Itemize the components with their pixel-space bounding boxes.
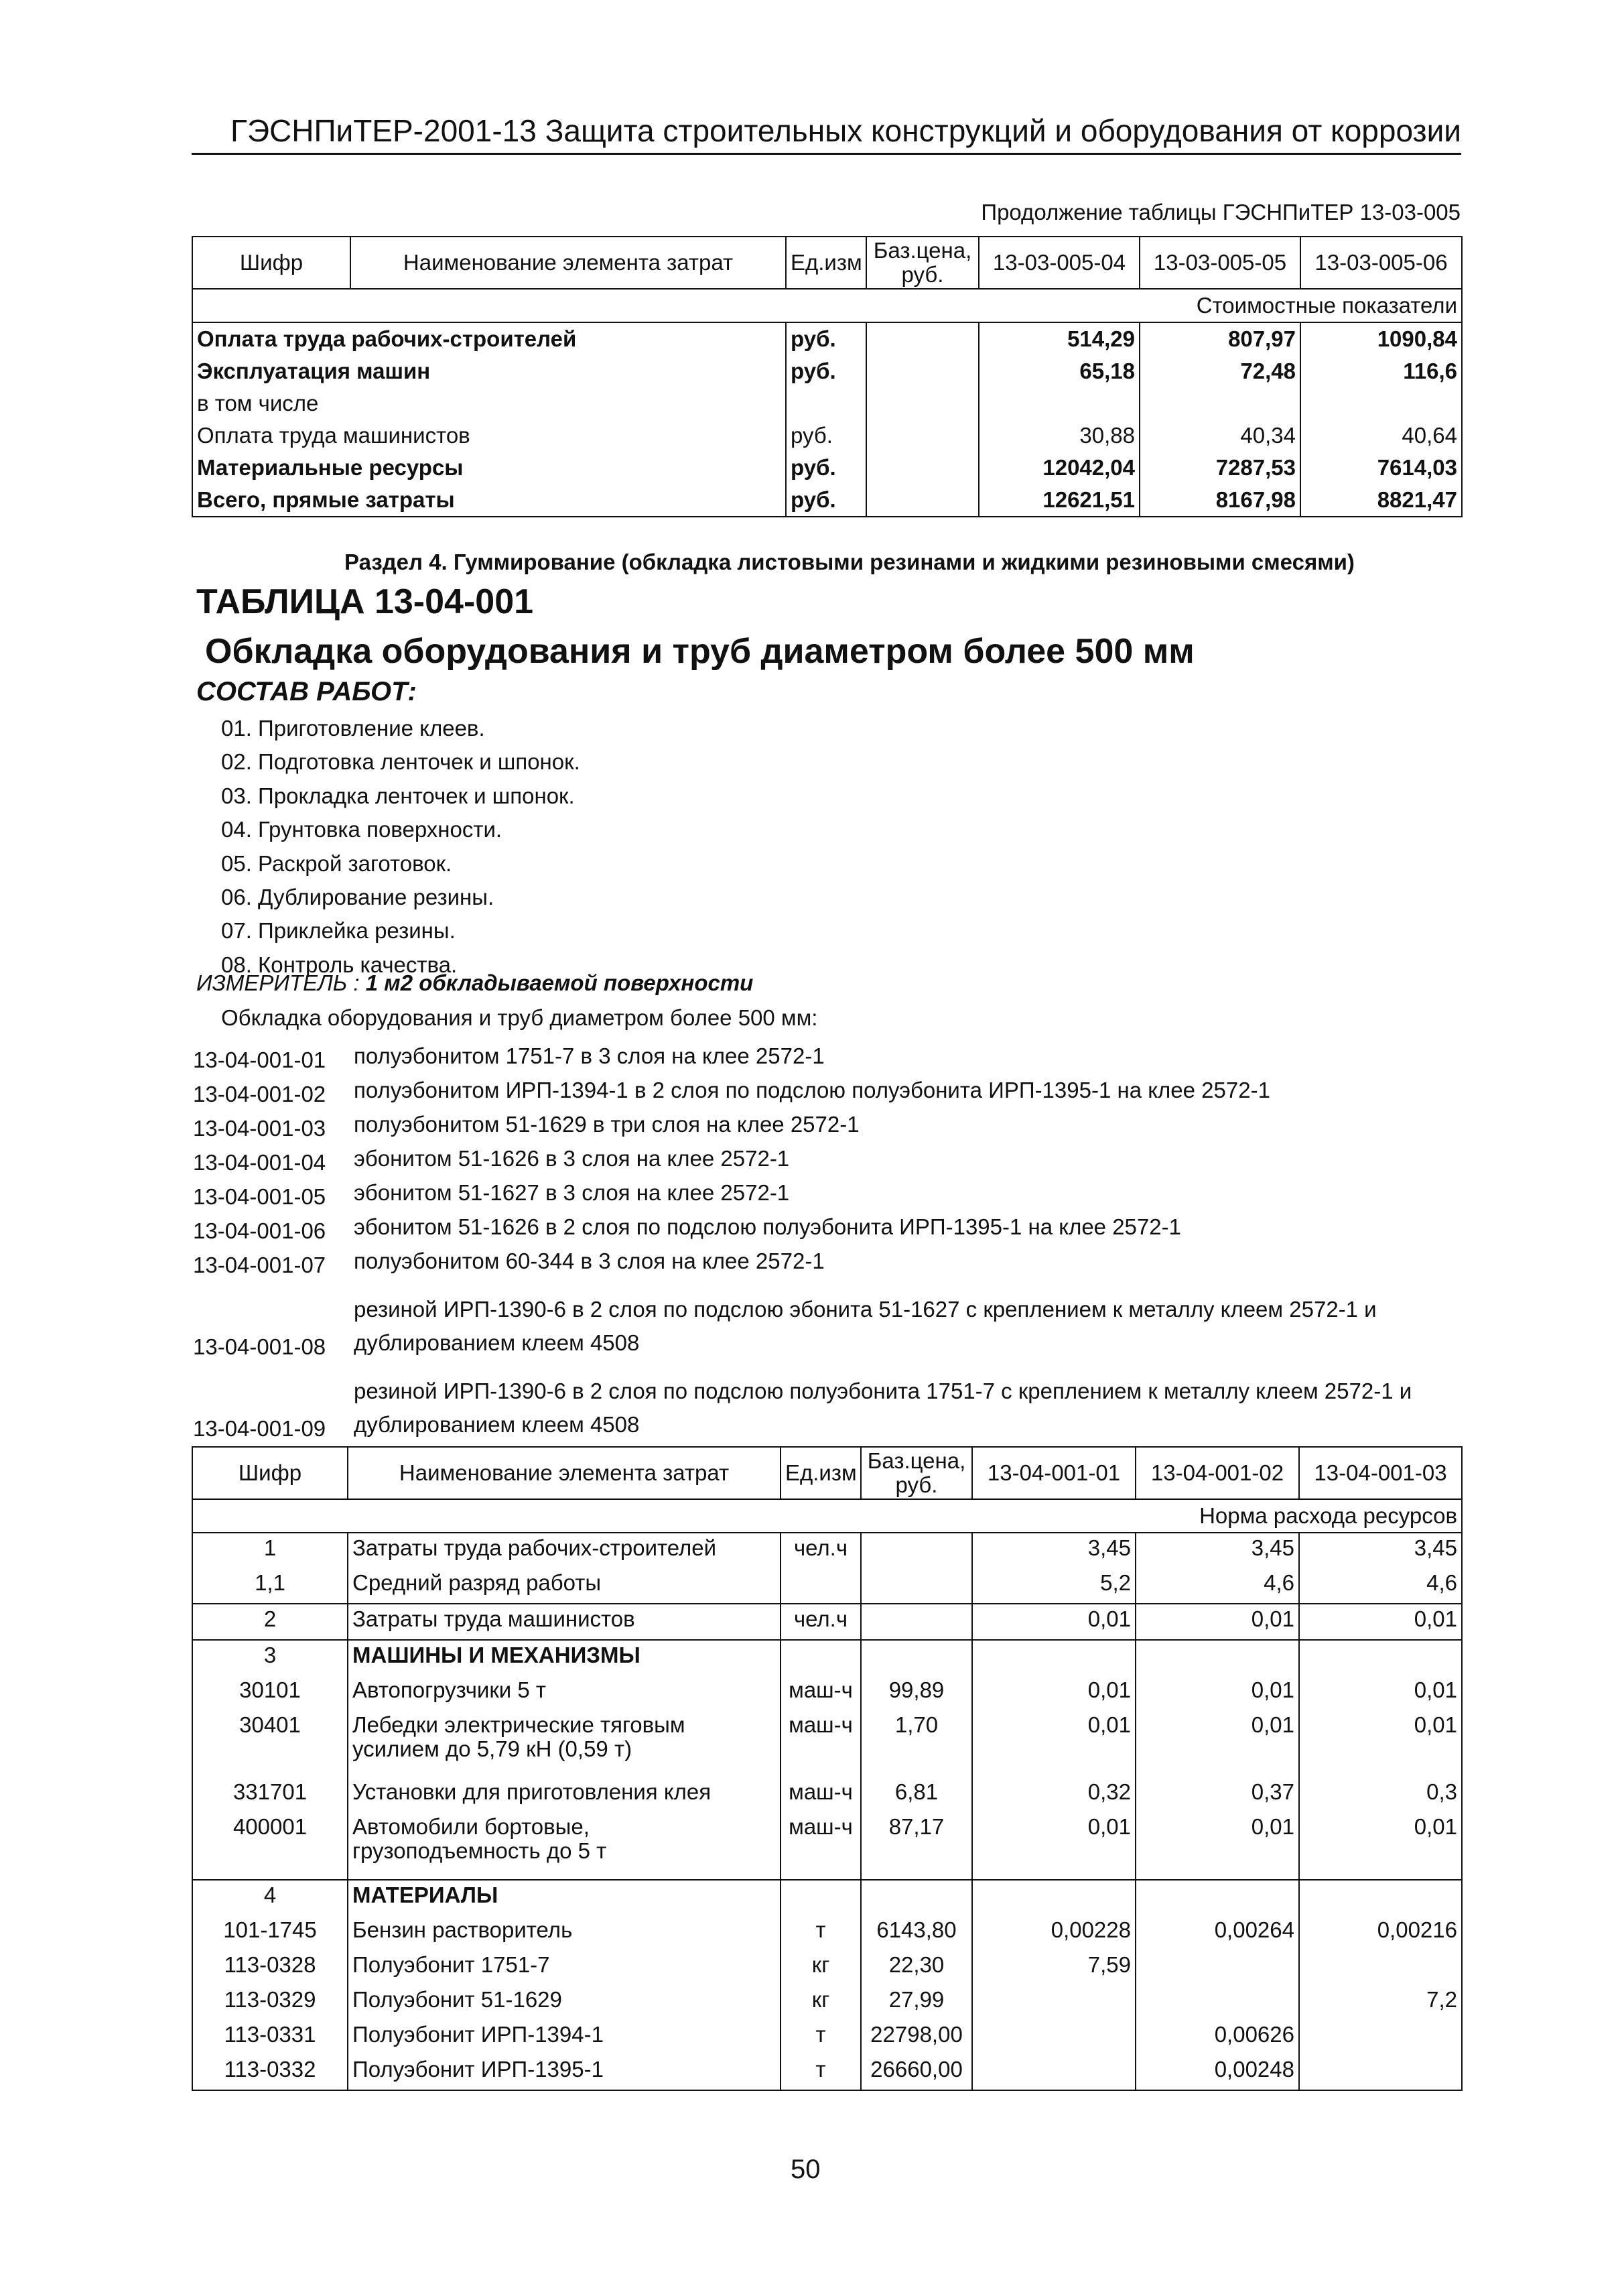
cell-value (1299, 2020, 1462, 2055)
cell-code: 30101 (192, 1675, 348, 1710)
cell-unit: руб. (786, 452, 866, 484)
cell-unit: кг (781, 1985, 861, 2020)
column-header: 13-03-005-04 (979, 237, 1140, 289)
cell-value: 807,97 (1140, 322, 1300, 355)
cell-value (1136, 1985, 1299, 2020)
cell-name: в том числе (192, 387, 786, 420)
list-item (193, 1141, 1466, 1175)
norm-code: 13-04-001-02 (193, 1082, 326, 1106)
cell-name: Затраты труда рабочих-строителей (348, 1533, 781, 1568)
cell-value: 0,01 (1299, 1710, 1462, 1777)
list-item (193, 1244, 1466, 1278)
cell-value (972, 2020, 1136, 2055)
cell-price: 99,89 (861, 1675, 972, 1710)
cell-name: МАШИНЫ И МЕХАНИЗМЫ (348, 1640, 781, 1675)
cell-unit (781, 1640, 861, 1675)
cell-value: 0,01 (972, 1812, 1136, 1880)
cell-value: 7614,03 (1300, 452, 1462, 484)
cell-value: 4,6 (1136, 1568, 1299, 1604)
cost-table-13-03-005 (192, 236, 1463, 517)
list-item (193, 1210, 1466, 1244)
table-row (192, 387, 1462, 420)
norm-description: полуэбонитом ИРП-1394-1 в 2 слоя по подслою полуэбонита ИРП-1395-1 на клее 2572-1 (354, 1078, 1270, 1102)
norm-codes-list (193, 1039, 1466, 1442)
cell-name: Всего, прямые затраты (192, 484, 786, 517)
work-step: 03. Прокладка ленточек и шпонок. (221, 783, 575, 808)
cell-price (861, 1880, 972, 1915)
cell-unit: кг (781, 1950, 861, 1985)
cell-value: 0,01 (1136, 1604, 1299, 1640)
cell-value (1299, 2055, 1462, 2090)
cell-value: 0,01 (972, 1710, 1136, 1777)
cell-value: 0,00626 (1136, 2020, 1299, 2055)
norm-description: эбонитом 51-1626 в 2 слоя по подслою полуэбонита ИРП-1395-1 на клее 2572-1 (354, 1214, 1181, 1239)
cell-price (861, 1533, 972, 1568)
cell-price (866, 420, 979, 452)
table-subheader-row (192, 289, 1462, 322)
cell-value: 7,2 (1299, 1985, 1462, 2020)
cell-value: 65,18 (979, 355, 1140, 387)
cell-code: 3 (192, 1640, 348, 1675)
table-row (192, 484, 1462, 517)
cell-value (1140, 387, 1300, 420)
subheader: Норма расхода ресурсов (192, 1499, 1462, 1533)
cell-name: Бензин растворитель (348, 1915, 781, 1950)
work-step: 07. Приклейка резины. (221, 918, 456, 944)
list-item (193, 1039, 1466, 1073)
cell-unit: чел.ч (781, 1604, 861, 1640)
cell-price (866, 484, 979, 517)
cell-value: 5,2 (972, 1568, 1136, 1604)
norm-description: полуэбонитом 51-1629 в три слоя на клее 2572-1 (354, 1112, 860, 1137)
table-row (192, 2020, 1462, 2055)
cell-unit (786, 387, 866, 420)
cell-value: 7,59 (972, 1950, 1136, 1985)
cell-value: 0,37 (1136, 1777, 1299, 1812)
column-header: 13-04-001-03 (1299, 1447, 1462, 1499)
norm-code: 13-04-001-01 (193, 1047, 326, 1072)
cell-name: Эксплуатация машин (192, 355, 786, 387)
table-row (192, 1985, 1462, 2020)
cell-value: 0,01 (1136, 1675, 1299, 1710)
cell-value: 0,01 (1299, 1675, 1462, 1710)
column-header: Ед.изм (781, 1447, 861, 1499)
cell-code: 1 (192, 1533, 348, 1568)
norm-code: 13-04-001-07 (193, 1253, 326, 1277)
cell-price (866, 387, 979, 420)
cell-name: Средний разряд работы (348, 1568, 781, 1604)
norm-description: эбонитом 51-1626 в 3 слоя на клее 2572-1 (354, 1146, 790, 1171)
cell-price (866, 355, 979, 387)
cell-name: Лебедки электрические тяговым усилием до 5,79 кН (0,59 т) (348, 1710, 781, 1777)
cell-unit: т (781, 2020, 861, 2055)
cell-value (1136, 1640, 1299, 1675)
obkladka-intro: Обкладка оборудования и труб диаметром более 500 мм: (221, 1005, 818, 1030)
cell-price: 27,99 (861, 1985, 972, 2020)
norm-description: эбонитом 51-1627 в 3 слоя на клее 2572-1 (354, 1180, 790, 1205)
table-name: ТАБЛИЦА 13-04-001 (196, 582, 534, 621)
cell-value: 1090,84 (1300, 322, 1462, 355)
norm-code: 13-04-001-06 (193, 1218, 326, 1243)
cell-name: Автомобили бортовые, грузоподъемность до 5 т (348, 1812, 781, 1880)
cell-price: 22,30 (861, 1950, 972, 1985)
page-number: 50 (791, 2155, 821, 2184)
table-row (192, 1777, 1462, 1812)
cell-value: 3,45 (972, 1533, 1136, 1568)
table-row (192, 452, 1462, 484)
table-row (192, 1568, 1462, 1604)
cell-unit: маш-ч (781, 1710, 861, 1777)
cell-price: 87,17 (861, 1812, 972, 1880)
table-row (192, 355, 1462, 387)
cell-value: 0,32 (972, 1777, 1136, 1812)
table-row (192, 1915, 1462, 1950)
cell-unit: маш-ч (781, 1675, 861, 1710)
cell-unit: т (781, 1915, 861, 1950)
work-step: 06. Дублирование резины. (221, 885, 494, 910)
cell-value: 116,6 (1300, 355, 1462, 387)
table-row (192, 1880, 1462, 1915)
cell-unit: чел.ч (781, 1533, 861, 1568)
cell-unit: руб. (786, 420, 866, 452)
norm-code: 13-04-001-08 (193, 1334, 326, 1359)
cell-value: 0,01 (1136, 1710, 1299, 1777)
norm-code: 13-04-001-03 (193, 1116, 326, 1141)
cell-value (972, 1880, 1136, 1915)
cell-price: 1,70 (861, 1710, 972, 1777)
cell-price (861, 1568, 972, 1604)
cell-code: 400001 (192, 1812, 348, 1880)
cell-code: 113-0328 (192, 1950, 348, 1985)
norm-code: 13-04-001-09 (193, 1416, 326, 1441)
norm-description: резиной ИРП-1390-6 в 2 слоя по подслою полуэбонита 1751-7 с креплением к металлу клеем 2572-1 и дублированием клеем 4508 (354, 1379, 1412, 1437)
cell-name: Полуэбонит 51-1629 (348, 1985, 781, 2020)
cell-unit: руб. (786, 355, 866, 387)
page-header: ГЭСНПиТЕР-2001-13 Защита строительных конструкций и оборудования от коррозии (192, 113, 1461, 155)
list-item (193, 1293, 1466, 1360)
cell-value: 0,00216 (1299, 1915, 1462, 1950)
cell-value (972, 1640, 1136, 1675)
column-header: Шифр (192, 237, 350, 289)
cell-name: Полуэбонит 1751-7 (348, 1950, 781, 1985)
izmeritel-value: 1 м2 обкладываемой поверхности (365, 970, 754, 995)
cell-name: Полуэбонит ИРП-1394-1 (348, 2020, 781, 2055)
cell-price (866, 322, 979, 355)
cell-value: 72,48 (1140, 355, 1300, 387)
cell-name: Оплата труда машинистов (192, 420, 786, 452)
work-title: Обкладка оборудования и труб диаметром более 500 мм (205, 632, 1195, 671)
cell-value: 514,29 (979, 322, 1140, 355)
cell-value: 12621,51 (979, 484, 1140, 517)
cell-price (861, 1604, 972, 1640)
work-step: 01. Приготовление клеев. (221, 716, 485, 741)
column-header: 13-03-005-06 (1300, 237, 1462, 289)
cell-value: 12042,04 (979, 452, 1140, 484)
column-header: Баз.цена, руб. (866, 237, 979, 289)
cell-price (861, 1640, 972, 1675)
cell-price: 6143,80 (861, 1915, 972, 1950)
cell-name: Автопогрузчики 5 т (348, 1675, 781, 1710)
table-row (192, 1812, 1462, 1880)
column-header: Баз.цена, руб. (861, 1447, 972, 1499)
cell-value: 8167,98 (1140, 484, 1300, 517)
cell-value: 0,01 (1136, 1812, 1299, 1880)
cell-value: 40,34 (1140, 420, 1300, 452)
column-header: 13-03-005-05 (1140, 237, 1300, 289)
cell-value: 0,01 (1299, 1604, 1462, 1640)
cell-code: 101-1745 (192, 1915, 348, 1950)
cell-code: 4 (192, 1880, 348, 1915)
cell-value: 0,00248 (1136, 2055, 1299, 2090)
cell-value: 3,45 (1136, 1533, 1299, 1568)
table-row (192, 1640, 1462, 1675)
cell-name: Полуэбонит ИРП-1395-1 (348, 2055, 781, 2090)
cell-code: 113-0329 (192, 1985, 348, 2020)
cell-price: 26660,00 (861, 2055, 972, 2090)
subheader: Стоимостные показатели (192, 289, 1462, 322)
work-step: 05. Раскрой заготовок. (221, 850, 452, 876)
cell-value: 4,6 (1299, 1568, 1462, 1604)
cell-unit: маш-ч (781, 1777, 861, 1812)
cell-unit (781, 1880, 861, 1915)
column-header: Наименование элемента затрат (350, 237, 786, 289)
izmeritel-label: ИЗМЕРИТЕЛЬ : (196, 970, 360, 995)
cell-value (1299, 1950, 1462, 1985)
norm-code: 13-04-001-04 (193, 1150, 326, 1175)
table-header-row (192, 237, 1462, 289)
table-row (192, 1950, 1462, 1985)
section-title: Раздел 4. Гуммирование (обкладка листовыми резинами и жидкими резиновыми смесями) (344, 550, 1355, 574)
cell-value: 0,01 (972, 1604, 1136, 1640)
cell-unit: маш-ч (781, 1812, 861, 1880)
norm-description: полуэбонитом 60-344 в 3 слоя на клее 2572-1 (354, 1249, 825, 1273)
norm-code: 13-04-001-05 (193, 1184, 326, 1209)
cell-value: 0,00228 (972, 1915, 1136, 1950)
cell-value (1299, 1880, 1462, 1915)
resource-table-13-04-001 (192, 1446, 1463, 2091)
column-header: 13-04-001-02 (1136, 1447, 1299, 1499)
list-item (193, 1175, 1466, 1210)
cell-value: 7287,53 (1140, 452, 1300, 484)
cell-value: 40,64 (1300, 420, 1462, 452)
table-subheader-row (192, 1499, 1462, 1533)
column-header: 13-04-001-01 (972, 1447, 1136, 1499)
cell-value (1300, 387, 1462, 420)
cell-code: 1,1 (192, 1568, 348, 1604)
cell-value: 8821,47 (1300, 484, 1462, 517)
cell-value: 0,01 (972, 1675, 1136, 1710)
cell-code: 331701 (192, 1777, 348, 1812)
cell-unit (781, 1568, 861, 1604)
cell-value (1299, 1640, 1462, 1675)
cell-value: 30,88 (979, 420, 1140, 452)
column-header: Ед.изм (786, 237, 866, 289)
izmeritel (196, 970, 753, 996)
table-row (192, 1533, 1462, 1568)
work-step: 02. Подготовка ленточек и шпонок. (221, 749, 580, 775)
norm-description: полуэбонитом 1751-7 в 3 слоя на клее 2572-1 (354, 1043, 825, 1068)
work-step: 08. Контроль качества. (221, 952, 458, 977)
cell-price (866, 452, 979, 484)
column-header: Шифр (192, 1447, 348, 1499)
cell-value: 0,3 (1299, 1777, 1462, 1812)
cell-unit: руб. (786, 322, 866, 355)
cell-value (979, 387, 1140, 420)
norm-description: резиной ИРП-1390-6 в 2 слоя по подслою эбонита 51-1627 с креплением к металлу клеем 2572-1 и дублированием клеем 4508 (354, 1297, 1377, 1355)
cell-name: Оплата труда рабочих-строителей (192, 322, 786, 355)
table-header-row (192, 1447, 1462, 1499)
cell-value: 0,00264 (1136, 1915, 1299, 1950)
cell-code: 113-0331 (192, 2020, 348, 2055)
cell-value (1136, 1950, 1299, 1985)
cell-name: Затраты труда машинистов (348, 1604, 781, 1640)
table-row (192, 420, 1462, 452)
cell-unit: руб. (786, 484, 866, 517)
cell-value (1136, 1880, 1299, 1915)
cell-price: 6,81 (861, 1777, 972, 1812)
cell-value: 0,01 (1299, 1812, 1462, 1880)
cell-price: 22798,00 (861, 2020, 972, 2055)
cell-value (972, 1985, 1136, 2020)
cell-name: Материальные ресурсы (192, 452, 786, 484)
work-step: 04. Грунтовка поверхности. (221, 817, 502, 842)
table-row (192, 1675, 1462, 1710)
continuation-title: Продолжение таблицы ГЭСНПиТЕР 13-03-005 (981, 200, 1461, 225)
table-row (192, 2055, 1462, 2090)
column-header: Наименование элемента затрат (348, 1447, 781, 1499)
cell-name: МАТЕРИАЛЫ (348, 1880, 781, 1915)
list-item (193, 1107, 1466, 1141)
list-item (193, 1073, 1466, 1107)
table-row (192, 1604, 1462, 1640)
cell-value: 3,45 (1299, 1533, 1462, 1568)
list-item (193, 1375, 1466, 1442)
work-steps-list (221, 712, 580, 982)
cell-code: 30401 (192, 1710, 348, 1777)
cell-code: 113-0332 (192, 2055, 348, 2090)
cell-name: Установки для приготовления клея (348, 1777, 781, 1812)
cell-code: 2 (192, 1604, 348, 1640)
sostav-label: СОСТАВ РАБОТ: (196, 677, 417, 706)
cell-value (972, 2055, 1136, 2090)
table-row (192, 322, 1462, 355)
cell-unit: т (781, 2055, 861, 2090)
table-row (192, 1710, 1462, 1777)
